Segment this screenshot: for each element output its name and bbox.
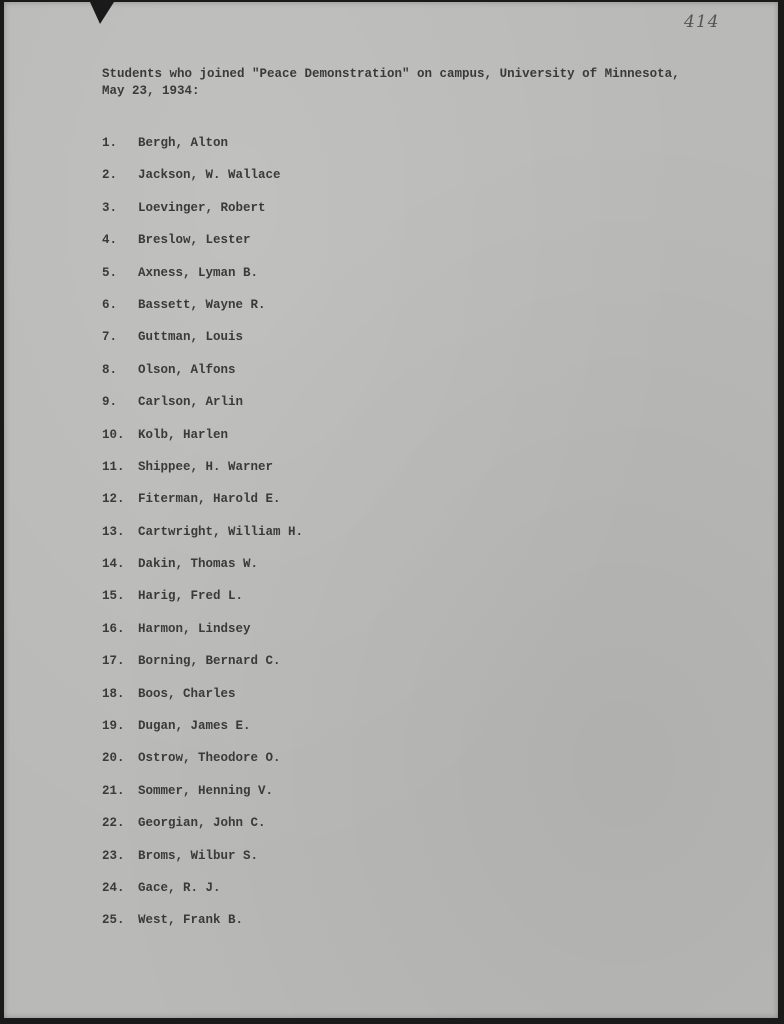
heading-line-1: Students who joined "Peace Demonstration" on campus, University of Minnesota, [102,67,680,81]
document-heading [102,66,742,100]
list-item [102,911,303,943]
student-name: Shippee, H. Warner [138,459,274,474]
item-number: 7. [102,330,118,345]
student-name: Boos, Charles [138,686,236,701]
list-item [102,620,303,652]
item-number: 11. [102,459,125,474]
list-item [102,717,303,749]
student-name: Dakin, Thomas W. [138,557,259,572]
list-item [102,782,303,814]
list-item [102,426,303,458]
item-number: 23. [102,848,125,863]
list-item [102,847,303,879]
list-item [102,555,303,587]
list-item [102,296,303,328]
student-name: Cartwright, William H. [138,524,304,539]
list-item [102,652,303,684]
list-item [102,393,303,425]
item-number: 8. [102,362,118,377]
student-name: Georgian, John C. [138,816,266,831]
item-number: 9. [102,395,118,410]
list-item [102,749,303,781]
student-name: Harmon, Lindsey [138,621,251,636]
list-item [102,458,303,490]
student-name: Fiterman, Harold E. [138,492,281,507]
student-name: Carlson, Arlin [138,395,244,410]
list-item [102,879,303,911]
list-item [102,166,303,198]
list-item [102,523,303,555]
student-name: Kolb, Harlen [138,427,229,442]
student-name: Guttman, Louis [138,330,244,345]
heading-line-2: May 23, 1934: [102,84,200,98]
item-number: 17. [102,654,125,669]
item-number: 3. [102,200,118,215]
list-item [102,361,303,393]
item-number: 16. [102,621,125,636]
item-number: 4. [102,233,118,248]
student-name: West, Frank B. [138,913,244,928]
student-name: Sommer, Henning V. [138,783,274,798]
list-item [102,685,303,717]
document-page [4,2,778,1018]
item-number: 15. [102,589,125,604]
item-number: 2. [102,168,118,183]
item-number: 12. [102,492,125,507]
list-item [102,814,303,846]
student-name: Breslow, Lester [138,233,251,248]
list-item [102,328,303,360]
student-name: Loevinger, Robert [138,200,266,215]
student-name: Jackson, W. Wallace [138,168,281,183]
item-number: 22. [102,816,125,831]
item-number: 6. [102,297,118,312]
student-name: Dugan, James E. [138,719,251,734]
item-number: 18. [102,686,125,701]
list-item [102,199,303,231]
list-item [102,231,303,263]
item-number: 5. [102,265,118,280]
student-name: Harig, Fred L. [138,589,244,604]
student-name: Broms, Wilbur S. [138,848,259,863]
student-list [102,134,303,944]
item-number: 21. [102,783,125,798]
item-number: 14. [102,557,125,572]
student-name: Bassett, Wayne R. [138,297,266,312]
item-number: 13. [102,524,125,539]
student-name: Borning, Bernard C. [138,654,281,669]
list-item [102,587,303,619]
item-number: 1. [102,136,118,150]
list-item [102,490,303,522]
item-number: 10. [102,427,125,442]
student-name: Ostrow, Theodore O. [138,751,281,766]
list-item [102,264,303,296]
student-name: Gace, R. J. [138,880,221,895]
item-number: 20. [102,751,125,766]
student-name: Axness, Lyman B. [138,265,259,280]
page-number: 414 [684,12,720,32]
item-number: 19. [102,719,125,734]
list-item [102,134,303,166]
student-name: Olson, Alfons [138,362,236,377]
torn-corner [90,2,114,24]
item-number: 25. [102,913,125,928]
student-name: Bergh, Alton [138,136,229,150]
item-number: 24. [102,880,125,895]
